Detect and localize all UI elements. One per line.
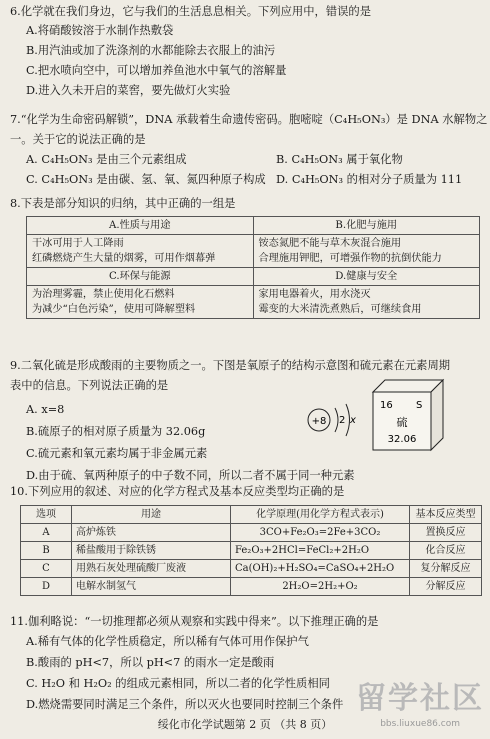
q10-header-type: 基本反应类型 (410, 506, 482, 524)
q7-option-c: C. C₄H₅ON₃ 是由碳、氢、氧、氮四种原子构成 (26, 173, 266, 186)
q8-cell-a-head: A.性质与用途 (27, 217, 254, 235)
q6-option-a: A.将硝酸铵溶于水制作热敷袋 (26, 24, 174, 37)
q10-row-d-use: 电解水制氢气 (72, 578, 231, 596)
q10-header-option: 选项 (21, 506, 72, 524)
q8-cell-c-head: C.环保与能源 (27, 268, 254, 286)
watermark-url: bbs.liuxue86.com (380, 719, 460, 729)
q10-row-a-use: 高炉炼铁 (72, 524, 231, 542)
q11-option-b: B.酸雨的 pH<7，所以 pH<7 的雨水一定是酸雨 (26, 656, 275, 669)
q9-stem-line2: 表中的信息。下列说法正确的是 (10, 379, 169, 392)
element-atomic-mass: 32.06 (387, 434, 417, 445)
q8-cell-d-head: D.健康与安全 (253, 268, 480, 286)
q8-knowledge-table (26, 216, 480, 319)
q6-option-d: D.进入久未开启的菜窖，要先做灯火实验 (26, 84, 231, 97)
q10-row-b-option: B (21, 542, 72, 560)
q8-c-line2: 为减少“白色污染”，使用可降解塑料 (32, 304, 196, 315)
q10-reaction-table (20, 505, 482, 596)
q10-row-d-type: 分解反应 (410, 578, 482, 596)
watermark-logo: 留学社区 (356, 681, 484, 716)
q11-option-a: A.稀有气体的化学性质稳定，所以稀有气体可用作保护气 (26, 635, 309, 648)
q9-option-c: C.硫元素和氧元素均属于非金属元素 (26, 447, 208, 460)
q6-stem: 6.化学就在我们身边，它与我们的生活息息相关。下列应用中，错误的是 (10, 5, 371, 18)
element-name: 硫 (396, 416, 408, 429)
q10-header-use: 用途 (72, 506, 231, 524)
q7-option-d: D. C₄H₅ON₃ 的相对分子质量为 111 (276, 173, 463, 186)
q8-cell-b (253, 235, 480, 268)
q8-cell-b-head: B.化肥与施用 (253, 217, 480, 235)
q8-a-line2: 红磷燃烧产生大量的烟雾，可用作烟幕弹 (32, 253, 216, 264)
q9-stem-line1: 9.二氧化硫是形成酸雨的主要物质之一。下图是氧原子的结构示意图和硫元素在元素周期 (10, 359, 451, 372)
q10-row-d-option: D (21, 578, 72, 596)
q9-option-b: B.硫原子的相对原子质量为 32.06g (26, 425, 206, 438)
q6-option-b: B.用汽油或加了洗涤剂的水都能除去衣服上的油污 (26, 44, 276, 57)
atom-nucleus-label: +8 (311, 416, 327, 427)
q8-stem: 8.下表是部分知识的归纳，其中正确的一组是 (10, 197, 236, 210)
q8-b-line1: 铵态氮肥不能与草木灰混合施用 (258, 238, 402, 249)
element-symbol: S (416, 400, 423, 411)
table-row (21, 578, 482, 596)
q8-c-line1: 为治理雾霾，禁止使用化石燃料 (32, 289, 175, 300)
q10-header-equation: 化学原理(用化学方程式表示) (231, 506, 410, 524)
q8-d-line2: 霉变的大米清洗煮熟后，可继续食用 (258, 304, 422, 315)
table-row (21, 560, 482, 578)
q7-stem-line2: 一。关于它的说法正确的是 (10, 133, 146, 146)
q9-option-a: A. x=8 (26, 403, 65, 416)
element-atomic-number: 16 (380, 400, 393, 411)
q11-stem: 11.伽利略说：“一切推理都必须从观察和实践中得来”。以下推理正确的是 (10, 615, 379, 628)
sulfur-element-cell (370, 378, 446, 454)
q10-row-c-option: C (21, 560, 72, 578)
page-footer: 绥化市化学试题第 2 页 （共 8 页） (157, 718, 333, 731)
atom-shell1-electrons: 2 (339, 415, 346, 426)
q8-a-line1: 干冰可用于人工降雨 (32, 238, 124, 249)
q10-stem: 10.下列应用的叙述、对应的化学方程式及基本反应类型均正确的是 (10, 485, 345, 498)
q7-option-b: B. C₄H₅ON₃ 属于氧化物 (276, 153, 403, 166)
q11-option-d: D.燃烧需要同时满足三个条件，所以灭火也要同时控制三个条件 (26, 698, 344, 711)
q10-row-b-equation: Fe₂O₃+2HCl=FeCl₂+2H₂O (231, 542, 410, 560)
q8-cell-d (253, 286, 480, 319)
q7-option-a: A. C₄H₅ON₃ 是由三个元素组成 (26, 153, 187, 166)
atom-shell2-electrons: x (350, 415, 356, 426)
table-row (21, 542, 482, 560)
q10-row-c-equation: Ca(OH)₂+H₂SO₄=CaSO₄+2H₂O (231, 560, 410, 578)
q7-stem-line1: 7.“化学为生命密码解锁”，DNA 承载着生命遗传密码。胞嘧啶（C₄H₅ON₃）是 DNA 水解物之 (10, 113, 488, 126)
q8-cell-c (27, 286, 254, 319)
q10-row-d-equation: 2H₂O=2H₂+O₂ (231, 578, 410, 596)
q10-row-a-equation: 3CO+Fe₂O₃=2Fe+3CO₂ (231, 524, 410, 542)
q10-row-b-use: 稀盐酸用于除铁锈 (72, 542, 231, 560)
q9-option-d: D.由于硫、氧两种原子的中子数不同，所以二者不属于同一种元素 (26, 469, 355, 482)
q11-option-c: C. H₂O 和 H₂O₂ 的组成元素相同，所以二者的化学性质相同 (26, 677, 330, 690)
q8-cell-a (27, 235, 254, 268)
table-row (21, 524, 482, 542)
oxygen-atom-diagram (305, 398, 365, 444)
q8-d-line1: 家用电器着火，用水浇灭 (258, 289, 371, 300)
q8-b-line2: 合理施用钾肥，可增强作物的抗倒伏能力 (258, 253, 442, 264)
q10-row-c-type: 复分解反应 (410, 560, 482, 578)
q10-row-a-type: 置换反应 (410, 524, 482, 542)
q6-option-c: C.把水喷向空中，可以增加养鱼池水中氧气的溶解量 (26, 64, 287, 77)
q10-row-a-option: A (21, 524, 72, 542)
q10-row-b-type: 化合反应 (410, 542, 482, 560)
q10-row-c-use: 用熟石灰处理硫酸厂废液 (72, 560, 231, 578)
